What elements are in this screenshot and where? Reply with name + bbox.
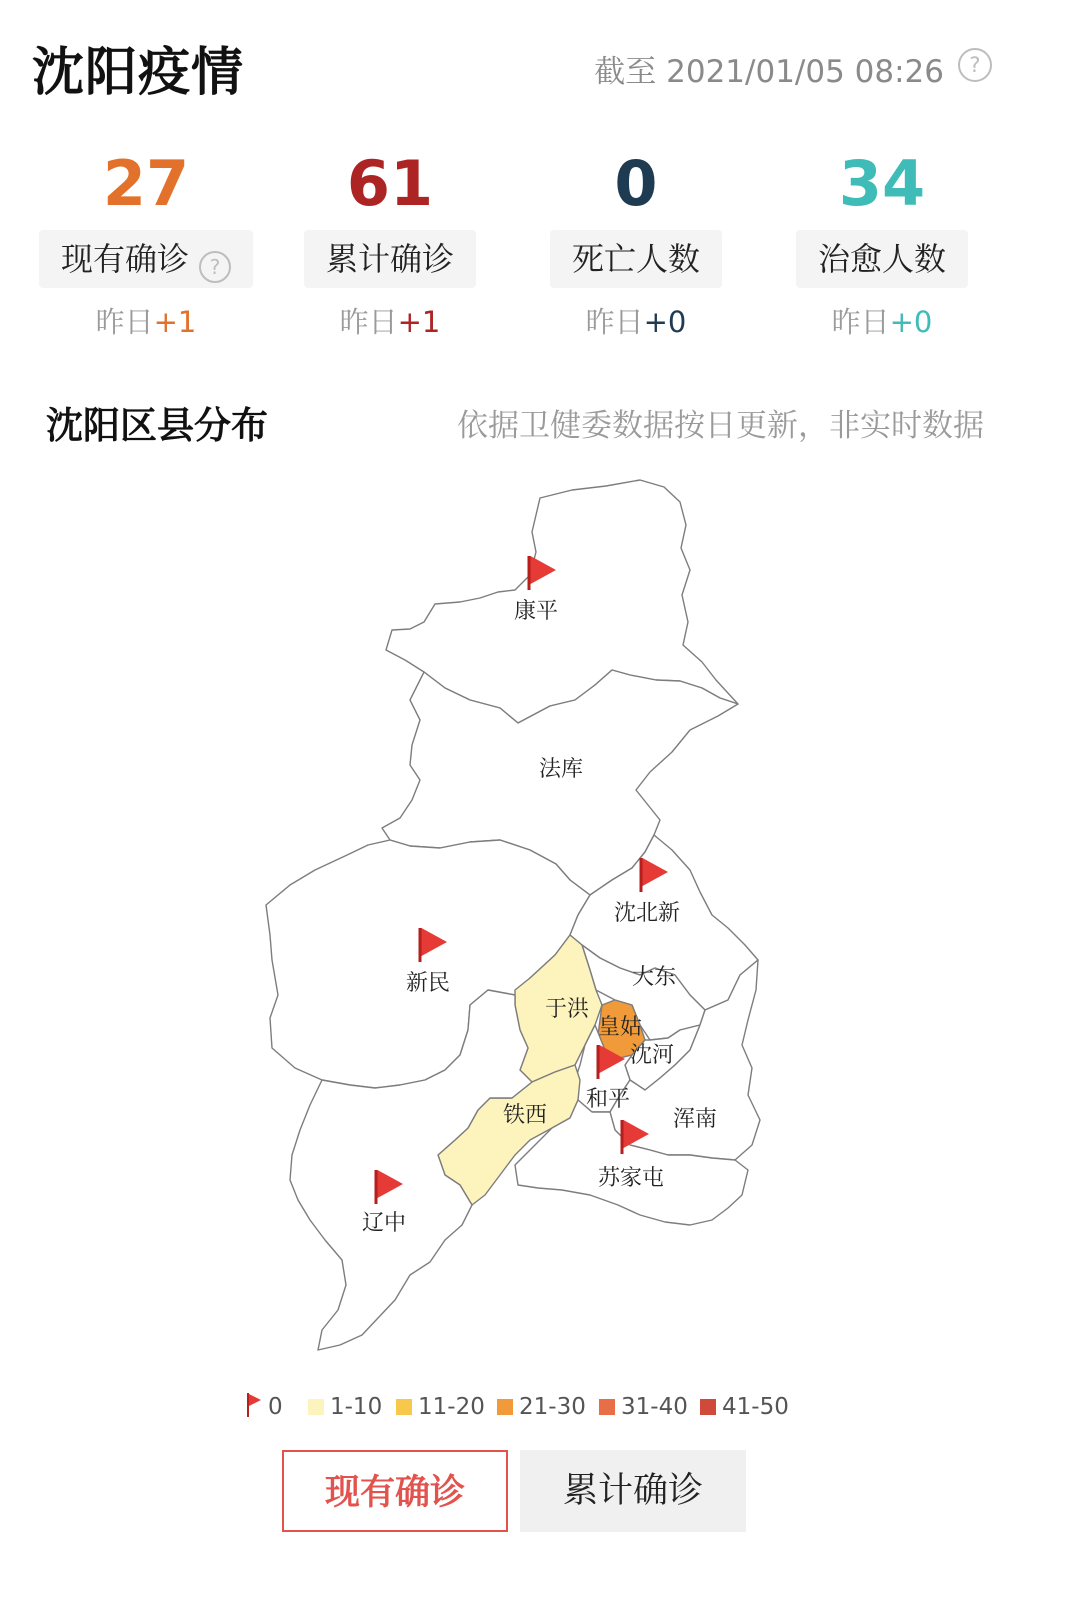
region-label: 沈河	[630, 1043, 675, 1068]
legend-item	[308, 1392, 382, 1422]
stat-label: 治愈人数	[796, 230, 968, 288]
legend-swatch	[700, 1399, 716, 1415]
region-label: 新民	[406, 971, 451, 996]
stat-label[interactable]	[39, 230, 253, 288]
total-confirmed-tab[interactable]: 累计确诊	[520, 1450, 746, 1532]
section-title: 沈阳区县分布	[46, 404, 268, 447]
region-label: 于洪	[545, 997, 590, 1022]
section-note: 依据卫健委数据按日更新，非实时数据	[457, 408, 984, 444]
map-legend	[0, 1392, 1066, 1422]
region-label: 皇姑	[598, 1015, 643, 1040]
legend-label: 11-20	[418, 1394, 485, 1420]
stat-total-confirmed	[270, 140, 510, 350]
current-confirmed-tab[interactable]: 现有确诊	[282, 1450, 508, 1532]
region-label: 铁西	[503, 1103, 548, 1128]
region-label: 大东	[632, 965, 677, 990]
stat-value: 34	[838, 147, 926, 220]
legend-label: 0	[268, 1394, 283, 1420]
update-time	[594, 46, 990, 91]
legend-item	[599, 1392, 688, 1422]
stat-delta	[762, 300, 1002, 341]
stat-delta	[270, 300, 510, 341]
stat-delta-prefix: 昨日	[95, 305, 154, 339]
legend-label: 31-40	[621, 1394, 688, 1420]
legend-item	[246, 1392, 283, 1422]
region-label: 浑南	[673, 1107, 718, 1132]
region-label: 辽中	[362, 1211, 407, 1236]
legend-label: 1-10	[330, 1394, 383, 1420]
region-label: 康平	[514, 599, 559, 624]
question-circle-icon[interactable]: ?	[958, 48, 992, 82]
stat-current-confirmed	[26, 140, 266, 350]
legend-item	[396, 1392, 485, 1422]
legend-item	[700, 1392, 789, 1422]
legend-label: 41-50	[722, 1394, 789, 1420]
stat-value: 61	[346, 147, 434, 220]
region-label: 和平	[586, 1087, 631, 1112]
stat-delta	[26, 300, 266, 341]
stats-row	[0, 140, 1066, 350]
legend-swatch	[599, 1399, 615, 1415]
region-label: 沈北新	[614, 901, 681, 926]
update-time-text: 截至 2021/01/05 08:26	[594, 54, 944, 90]
stat-deaths	[516, 140, 756, 350]
stat-delta-prefix: 昨日	[585, 305, 644, 339]
legend-item	[497, 1392, 586, 1422]
stat-delta	[516, 300, 756, 341]
legend-label: 21-30	[519, 1394, 586, 1420]
stat-delta-value: +1	[397, 305, 441, 339]
legend-swatch	[497, 1399, 513, 1415]
question-circle-icon[interactable]: ?	[199, 251, 231, 283]
legend-swatch	[396, 1399, 412, 1415]
page-title: 沈阳疫情	[32, 43, 245, 103]
stat-delta-value: +0	[889, 305, 933, 339]
stat-label-text: 现有确诊	[60, 240, 190, 278]
stat-recovered	[762, 140, 1002, 350]
district-map	[0, 460, 1066, 1380]
stat-value: 27	[102, 147, 190, 220]
region-label: 苏家屯	[598, 1166, 665, 1191]
flag-icon	[246, 1393, 262, 1417]
header	[0, 0, 1066, 130]
stat-label: 累计确诊	[304, 230, 476, 288]
stat-label: 死亡人数	[550, 230, 722, 288]
stat-delta-prefix: 昨日	[831, 305, 890, 339]
stat-delta-value: +1	[153, 305, 197, 339]
stat-delta-value: +0	[643, 305, 687, 339]
region-label: 法库	[539, 757, 584, 782]
legend-swatch	[308, 1399, 324, 1415]
stat-value: 0	[614, 147, 658, 220]
stat-delta-prefix: 昨日	[339, 305, 398, 339]
